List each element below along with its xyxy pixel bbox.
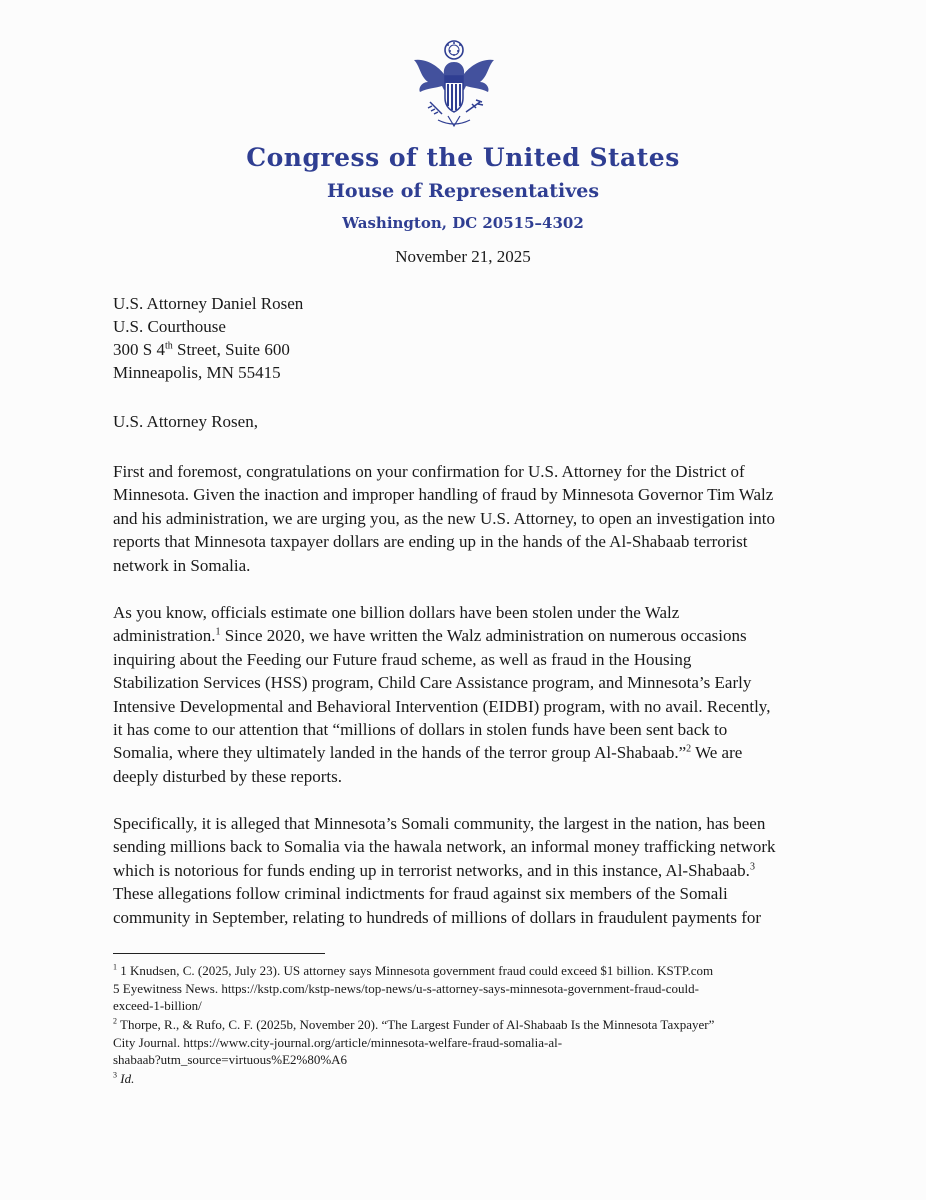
- footnote-ref-2: 2: [686, 743, 692, 755]
- body-paragraph-3: Specifically, it is alleged that Minnesota’s Somali community, the largest in the nation, has been sending millions back to Somalia via the hawala network, an informal money trafficking network which is notorious for funds ending up in terrorist networks, and in this instance, Al-Shabaab.$^3$ These allegations follow criminal indictments for fraud against six members of the Somali community in September, relating to hundreds of millions of dollars in fraudulent payments for: [113, 814, 776, 927]
- letterhead-house: House of Representatives: [326, 180, 600, 202]
- letterhead-address: Washington, DC 20515–4302: [342, 214, 584, 232]
- footnote-1: $^1$ 1 Knudsen, C. (2025, July 23). US attorney says Minnesota government fraud could exceed $1 billion. KSTP.com 5 Eyewitness News. https://kstp.com/kstp-news/top-news/u-s-attorney-says-minnesota-government-fraud-could- exceed-1-billion/: [113, 962, 714, 1013]
- letterhead-congress: Congress of the United States: [246, 143, 680, 172]
- eagle-seal-icon: [408, 36, 500, 132]
- footnote-ref-3: 3: [749, 861, 755, 873]
- footnote-ref-1: 1: [215, 626, 221, 638]
- recipient-address: [113, 292, 303, 384]
- letter-date: November 21, 2025: [395, 247, 531, 266]
- address-line: U.S. Courthouse: [113, 317, 226, 336]
- address-line: U.S. Attorney Daniel Rosen: [113, 294, 304, 313]
- body-paragraph-1: First and foremost, congratulations on your confirmation for U.S. Attorney for the District of Minnesota. Given the inaction and improper handling of fraud by Minnesota Governor Tim Walz and his administration, we are urging you, as the new U.S. Attorney, to open an investigation into reports that Minnesota taxpayer dollars are ending up in the hands of the Al-Shabaab terrorist network in Somalia.: [113, 462, 775, 575]
- address-line: 300 S 4th Street, Suite 600: [113, 340, 290, 359]
- address-line: Minneapolis, MN 55415: [113, 363, 281, 382]
- salutation: U.S. Attorney Rosen,: [113, 412, 258, 431]
- footnote-3: $^3$ Id.: [113, 1070, 135, 1086]
- footnote-divider: [113, 953, 325, 954]
- footnote-2: $^2$ Thorpe, R., & Rufo, C. F. (2025b, November 20). “The Largest Funder of Al-Shabaab Is the Minnesota Taxpayer” City Journal. https://www.city-journal.org/article/minnesota-welfare-fraud-somalia-al- shabaab?utm_source=virtuous%E2%80%A6: [113, 1016, 715, 1067]
- body-paragraph-2: As you know, officials estimate one billion dollars have been stolen under the Walz administration.$^1$ Since 2020, we have written the Walz administration on numerous occasions inquiring about the Feeding our Future fraud scheme, as well as fraud in the Housing Stabilization Services (HSS) program, Child Care Assistance program, and Minnesota’s Early Intensive Developmental and Behavioral Intervention (EIDBI) program, with no avail. Recently, it has come to our attention that “millions of dollars in stolen funds have been sent back to Somalia, where they ultimately landed in the hands of the terror group Al-Shabaab.”$^2$ We are deeply disturbed by these reports.: [113, 603, 771, 786]
